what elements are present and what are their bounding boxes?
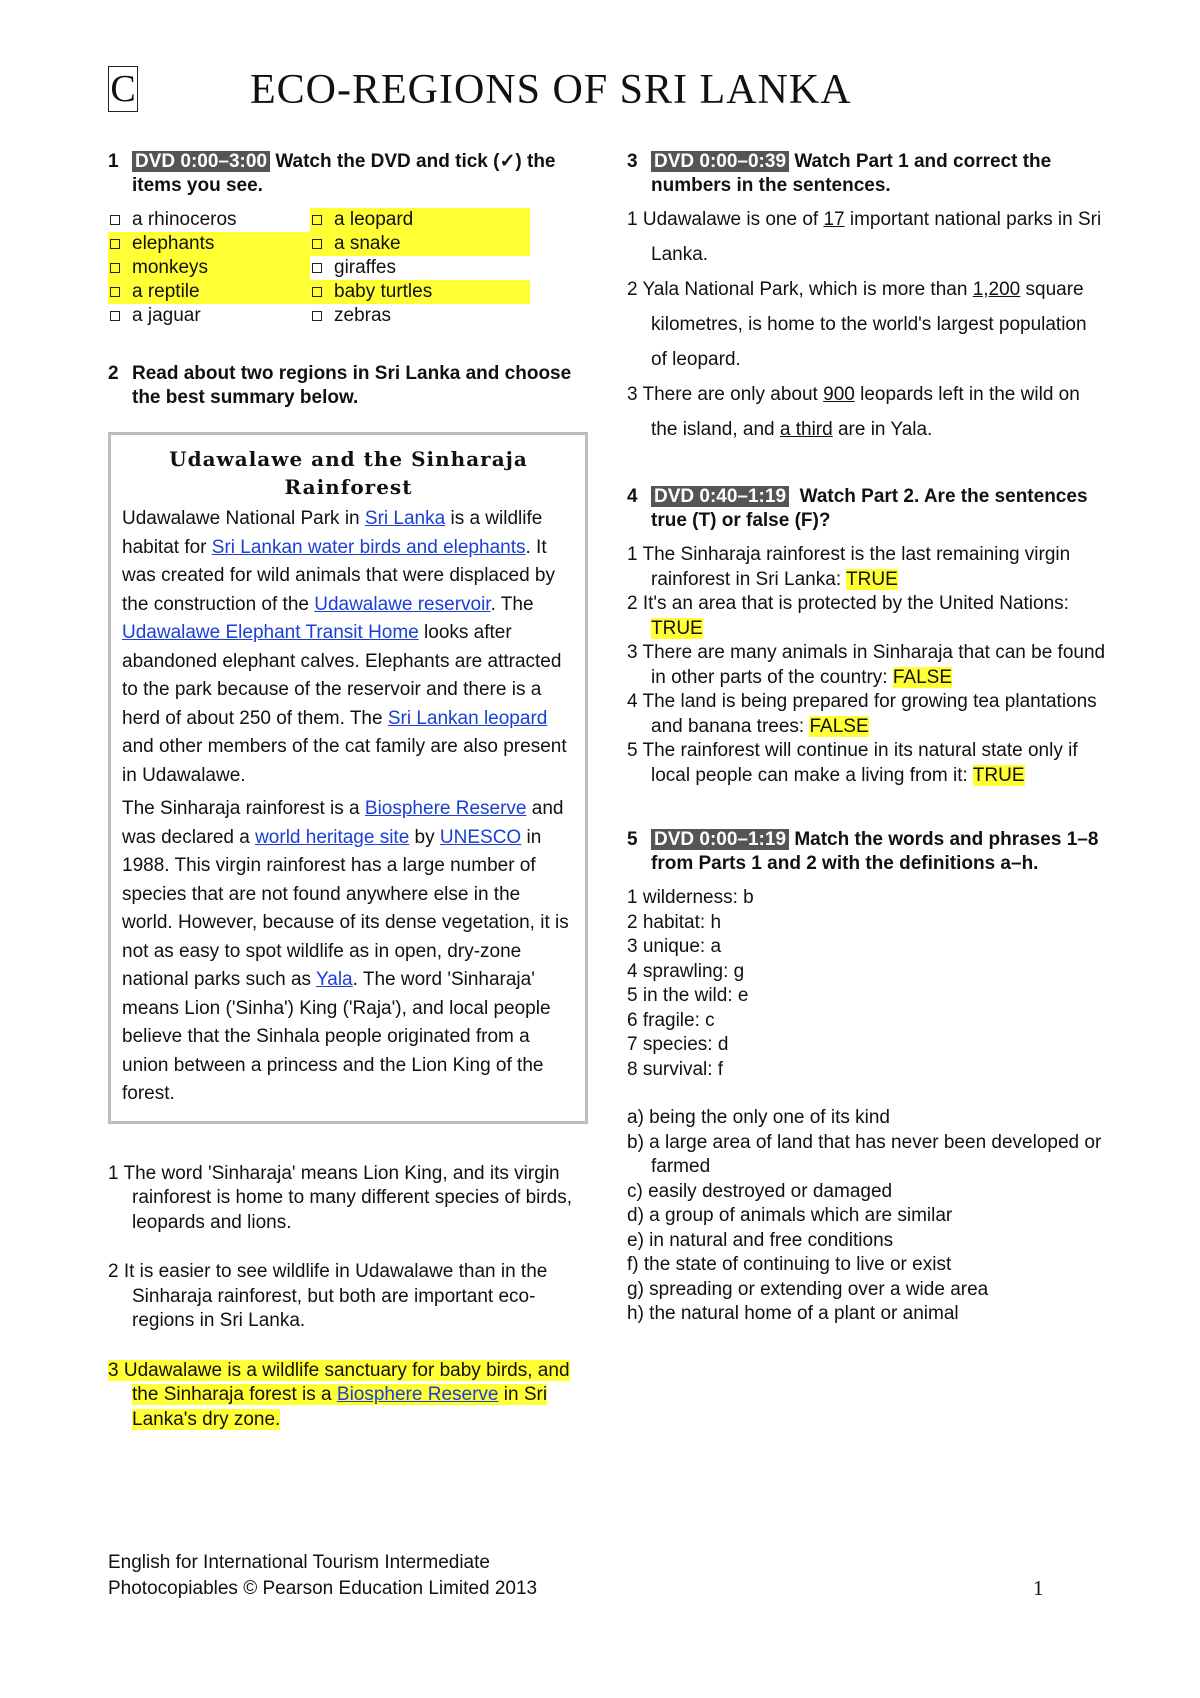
checkbox-icon[interactable] (312, 263, 322, 273)
q2-number: 2 (108, 363, 119, 384)
q3-text: square kilometres, is home to the world's largest population of leopard. (651, 279, 1087, 370)
q4-text: 2 It's an area that is protected by the United Nations: (627, 593, 1069, 614)
q4-sentences (627, 543, 1107, 788)
reading-text: The Sinharaja rainforest is a (122, 798, 365, 819)
q3-number-900: 900 (823, 384, 855, 405)
link-water-birds-elephants[interactable]: Sri Lankan water birds and elephants (211, 536, 526, 558)
tick-item[interactable] (310, 208, 530, 232)
summary-3-text-end: in Sri Lanka's dry zone. (132, 1384, 548, 1430)
q3-text: 1 Udawalawe is one of (627, 209, 824, 230)
q5-definition: f) the state of continuing to live or exist (627, 1254, 952, 1275)
q1-list-col2 (310, 208, 530, 328)
link-world-heritage-site[interactable]: world heritage site (255, 826, 410, 848)
footer-copyright: Photocopiables © Pearson Education Limited 2013 (108, 1578, 538, 1599)
q3-number-1200: 1,200 (972, 279, 1021, 300)
tick-item[interactable] (108, 208, 310, 232)
q5-definition: b) a large area of land that has never been developed or farmed (627, 1131, 1102, 1177)
q4-number: 4 (627, 486, 638, 507)
q5-heading (627, 828, 1107, 876)
q5-definition: a) being the only one of its kind (627, 1107, 891, 1128)
q3-text: are in Yala. (832, 419, 933, 440)
summary-3-text: 3 Udawalawe is a wildlife sanctuary for baby birds, and the Sinharaja forest is a (108, 1359, 570, 1405)
q2-instruction: Read about two regions in Sri Lanka and choose the best summary below. (132, 363, 572, 408)
q5-word: 7 species: d (627, 1034, 729, 1055)
tick-item-label: a rhinoceros (132, 209, 237, 230)
tick-item-label: monkeys (132, 257, 209, 278)
checkbox-icon[interactable] (110, 287, 120, 297)
q5-word: 1 wilderness: b (627, 887, 754, 908)
reading-text: looks after abandoned elephant calves. Elephants are attracted to the park because of the reservoir and there is a herd of about 250 of them. The (122, 622, 562, 729)
q4-text: 4 The land is being prepared for growing tea plantations and banana trees: (627, 691, 1097, 737)
tick-item[interactable] (310, 256, 530, 280)
footer (108, 1550, 537, 1602)
q3-number: 3 (627, 151, 638, 172)
tick-item-label: giraffes (334, 257, 396, 278)
q5-definition: c) easily destroyed or damaged (627, 1180, 893, 1202)
reading-paragraph-2 (122, 795, 575, 1109)
reading-text: and was declared a (122, 798, 564, 848)
tick-item-label: baby turtles (334, 281, 433, 302)
q4-sentence (627, 641, 1107, 690)
tick-item-label: a leopard (334, 209, 414, 230)
link-unesco[interactable]: UNESCO (439, 826, 522, 848)
q4-text: 3 There are many animals in Sinharaja that can be found in other parts of the country: (627, 642, 1106, 688)
checkbox-icon[interactable] (312, 239, 322, 249)
checkbox-icon[interactable] (312, 287, 322, 297)
tick-item-label: elephants (132, 233, 215, 254)
reading-text: in 1988. This virgin rainforest has a large number of species that are not found anywhere else in the world. However, because of its dense vegetation, it is not as easy to spot wildlife as in open, dry-zone national parks such as (122, 826, 569, 990)
q4-dvd-badge: DVD 0:40–1:19 (651, 486, 789, 507)
reading-paragraph-1 (122, 505, 575, 790)
q5-dvd-badge: DVD 0:00–1:19 (651, 829, 789, 850)
checkbox-icon[interactable] (312, 311, 322, 321)
q4-text: 1 The Sinharaja rainforest is the last remaining virgin rainforest in Sri Lanka: (627, 544, 1071, 590)
q3-sentences (627, 202, 1107, 447)
q5-definition: e) in natural and free conditions (627, 1229, 894, 1251)
q3-dvd-badge: DVD 0:00–0:39 (651, 151, 789, 172)
q5-word: 4 sprawling: g (627, 960, 745, 982)
tick-item-label: a reptile (132, 281, 200, 302)
checkbox-icon[interactable] (312, 215, 322, 225)
q3-text: leopards left in the wild on the island, and (651, 384, 1080, 440)
link-yala[interactable]: Yala (316, 969, 353, 990)
tick-item[interactable] (310, 280, 530, 304)
q5-words (627, 886, 1107, 1082)
q1-instruction: Watch the DVD and tick (✓) the items you see. (132, 151, 556, 196)
unit-letter: C (108, 66, 138, 112)
page-number: 1 (1033, 1576, 1044, 1600)
q4-instruction: Watch Part 2. Are the sentences true (T) or false (F)? (651, 486, 1088, 531)
left-column (108, 150, 588, 1432)
q4-answer: TRUE (972, 764, 1025, 786)
q4-sentence (627, 739, 1107, 788)
q4-heading (627, 485, 1107, 533)
link-biosphere-reserve[interactable]: Biosphere Reserve (364, 798, 527, 819)
q5-word: 3 unique: a (627, 936, 722, 957)
reading-text: Udawalawe National Park in (122, 508, 365, 529)
q5-definitions (627, 1106, 1107, 1327)
q4-answer: TRUE (651, 617, 703, 639)
tick-item[interactable] (310, 232, 530, 256)
tick-item-label: zebras (334, 305, 392, 326)
tick-item-label: a jaguar (132, 305, 201, 326)
link-sri-lankan-leopard[interactable]: Sri Lankan leopard (387, 707, 548, 729)
q4-answer: FALSE (809, 715, 869, 737)
q3-text: 3 There are only about (627, 384, 824, 405)
q3-number-third: a third (779, 419, 833, 440)
q4-sentence (627, 690, 1107, 739)
q3-sentence-3 (627, 377, 1107, 447)
q5-word: 2 habitat: h (627, 911, 722, 933)
tick-item-label: a snake (334, 233, 401, 254)
q5-instruction: Match the words and phrases 1–8 from Parts 1 and 2 with the definitions a–h. (651, 829, 1099, 874)
link-udawalawe-reservoir[interactable]: Udawalawe reservoir (314, 593, 491, 615)
q1-tick-list (108, 208, 588, 328)
q5-number: 5 (627, 829, 638, 850)
summary-option-1: 1 The word 'Sinharaja' means Lion King, and its virgin rainforest is home to many different species of birds, leopards and lions. (108, 1162, 573, 1233)
footer-course-title: English for International Tourism Intermediate (108, 1552, 490, 1573)
reading-text: . The word 'Sinharaja' means Lion ('Sinha') King ('Raja'), and local people believe that the Sinhala people originated from a union between a princess and the Lion King of the forest. (122, 969, 551, 1104)
q5-word: 5 in the wild: e (627, 985, 749, 1006)
summary-option-2: 2 It is easier to see wildlife in Udawalawe than in the Sinharaja rainforest, but both are important eco-regions in Sri Lanka. (108, 1261, 548, 1331)
tick-item[interactable] (310, 304, 530, 328)
q5-definition: d) a group of animals which are similar (627, 1205, 953, 1226)
reading-text: is a wildlife habitat for (122, 508, 543, 558)
q2-heading (108, 362, 588, 410)
q1-heading (108, 150, 588, 198)
right-column (627, 150, 1107, 1327)
reading-title: Udawalawe and the Sinharaja Rainforest (169, 447, 528, 499)
q3-text: important national parks in Sri Lanka. (651, 209, 1102, 265)
checkbox-icon[interactable] (110, 215, 120, 225)
q3-text: 2 Yala National Park, which is more than (627, 279, 973, 300)
tick-item[interactable] (108, 280, 310, 304)
q4-answer: FALSE (892, 666, 953, 688)
link-elephant-transit-home[interactable]: Udawalawe Elephant Transit Home (122, 622, 419, 643)
checkbox-icon[interactable] (110, 311, 120, 321)
q5-word: 6 fragile: c (627, 1009, 715, 1031)
checkbox-icon[interactable] (110, 263, 120, 273)
q3-heading (627, 150, 1107, 198)
reading-text: . The (490, 593, 534, 615)
q3-sentence-1 (627, 202, 1107, 272)
q4-sentence (627, 543, 1107, 592)
q3-number-17: 17 (823, 209, 845, 230)
link-biosphere-reserve-summary[interactable]: Biosphere Reserve (336, 1384, 499, 1405)
reading-text: . It was created for wild animals that were displaced by the construction of the (122, 536, 555, 615)
q1-dvd-badge: DVD 0:00–3:00 (132, 151, 270, 172)
q1-list-col1 (108, 208, 310, 328)
q5-definition: g) spreading or extending over a wide area (627, 1278, 989, 1300)
q5-word: 8 survival: f (627, 1058, 724, 1080)
q5-definition: h) the natural home of a plant or animal (627, 1303, 959, 1324)
checkbox-icon[interactable] (110, 239, 120, 249)
q4-sentence (627, 592, 1107, 641)
q4-text: 5 The rainforest will continue in its natural state only if local people can make a living from it: (627, 740, 1078, 786)
page-title: ECO-REGIONS OF SRI LANKA (250, 67, 852, 113)
link-sri-lanka[interactable]: Sri Lanka (364, 508, 446, 529)
summary-option-3 (108, 1359, 588, 1433)
q4-answer: TRUE (846, 568, 898, 590)
reading-text: and other members of the cat family are also present in Udawalawe. (122, 736, 567, 786)
tick-item[interactable] (108, 304, 310, 328)
q1-number: 1 (108, 151, 119, 172)
reading-box (108, 432, 588, 1124)
q3-instruction: Watch Part 1 and correct the numbers in the sentences. (651, 151, 1052, 196)
tick-item[interactable] (108, 232, 310, 256)
tick-item[interactable] (108, 256, 310, 280)
q3-sentence-2 (627, 272, 1107, 377)
reading-text: by (409, 826, 440, 848)
